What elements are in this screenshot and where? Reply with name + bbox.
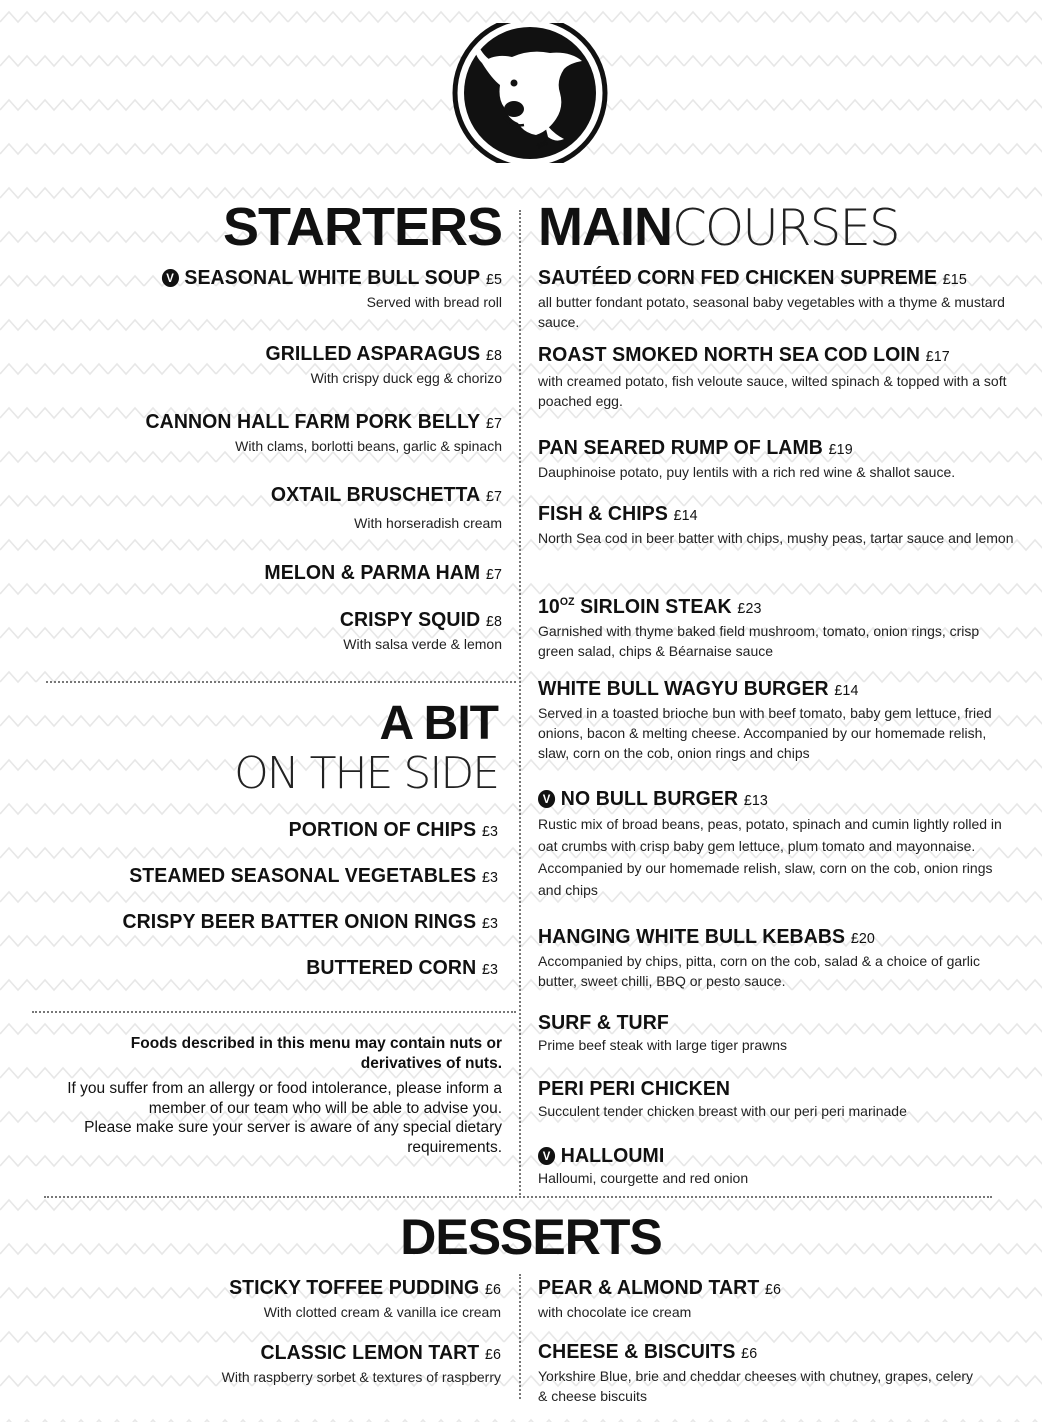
mains-title-bold: MAIN [538, 197, 672, 257]
item-description: all butter fondant potato, seasonal baby vegetables with a thyme & mustard sauce. [538, 294, 1005, 330]
item-description: Served in a toasted brioche bun with beef tomato, baby gem lettuce, fried onions, bacon & melting cheese. Accompanied by our homemade relish, slaw, corn on the cob, onion rings and chips [538, 705, 992, 761]
menu-item [40, 608, 502, 654]
item-description: Served with bread roll [366, 294, 502, 310]
item-name: CRISPY SQUID [339, 608, 481, 631]
menu-item [538, 787, 1016, 901]
item-price: £7 [485, 415, 502, 432]
item-price: £7 [485, 566, 502, 583]
item-price: £3 [481, 961, 498, 978]
menu-item [538, 1077, 1016, 1121]
vegetarian-icon: V [538, 790, 555, 808]
menu-item [538, 1276, 978, 1322]
column-divider [519, 210, 521, 1195]
item-name: SEASONAL WHITE BULL SOUP [184, 266, 481, 289]
menu-item [538, 436, 1016, 482]
item-price: £7 [485, 488, 502, 505]
menu-item [538, 677, 1016, 763]
item-name: WHITE BULL WAGYU BURGER [538, 677, 829, 700]
item-price: £8 [485, 613, 502, 630]
item-price: £8 [485, 347, 502, 364]
sides-divider [32, 1011, 516, 1013]
mains-list [538, 264, 1016, 1194]
allergy-notice [40, 1034, 502, 1163]
menu-item [40, 266, 502, 312]
item-description: With crispy duck egg & chorizo [310, 370, 502, 386]
menu-item [40, 1276, 501, 1322]
item-price: £19 [828, 441, 853, 458]
allergy-nuts-text: Foods described in this menu may contain nuts or derivatives of nuts. [130, 1035, 502, 1072]
item-name-prefix: 10 [538, 595, 560, 618]
item-name: FISH & CHIPS [538, 502, 668, 525]
item-price: £3 [481, 869, 498, 886]
vegetarian-icon: V [162, 269, 179, 287]
desserts-section [0, 1209, 1042, 1265]
menu-item [538, 502, 1016, 548]
item-description: Yorkshire Blue, brie and cheddar cheeses with chutney, grapes, celery & cheese biscuits [538, 1368, 974, 1404]
item-name: SURF & TURF [538, 1011, 669, 1034]
item-name: PAN SEARED RUMP OF LAMB [538, 436, 823, 459]
menu-item [40, 410, 502, 456]
item-name: MELON & PARMA HAM [264, 561, 481, 584]
allergy-intolerance-text: If you suffer from an allergy or food intolerance, please inform a member of our team who will be able to advise you. [67, 1080, 502, 1117]
item-price: £14 [834, 682, 859, 699]
item-description: With clams, borlotti beans, garlic & spinach [235, 438, 502, 454]
item-name: HALLOUMI [560, 1144, 665, 1167]
mains-section [538, 197, 1018, 257]
logo-badge-text: 305 [535, 139, 550, 151]
sides-title-bold: A BIT [379, 697, 498, 750]
item-description: Dauphinoise potato, puy lentils with a rich red wine & shallot sauce. [538, 464, 956, 480]
item-name: ROAST SMOKED NORTH SEA COD LOIN [538, 343, 921, 366]
item-name: SIRLOIN STEAK [580, 595, 732, 618]
item-name-sup: OZ [559, 596, 575, 608]
item-price: £20 [850, 930, 875, 947]
item-description: with creamed potato, fish veloute sauce, wilted spinach & topped with a soft poached egg. [538, 373, 1007, 409]
item-price: £6 [484, 1346, 501, 1363]
menu-item [538, 590, 1016, 661]
item-name: CRISPY BEER BATTER ONION RINGS [122, 910, 477, 933]
menu-item [538, 266, 1016, 332]
item-description: With salsa verde & lemon [343, 636, 502, 652]
item-description: North Sea cod in beer batter with chips, mushy peas, tartar sauce and lemon [538, 530, 1014, 546]
item-price: £6 [484, 1281, 501, 1298]
item-name: SAUTÉED CORN FED CHICKEN SUPREME [538, 266, 938, 289]
sides-section [40, 697, 502, 799]
item-name: PORTION OF CHIPS [288, 818, 477, 841]
item-name: BUTTERED CORN [306, 956, 477, 979]
item-name: PEAR & ALMOND TART [538, 1276, 760, 1299]
item-description: Rustic mix of broad beans, peas, potato, spinach and cumin lightly rolled in oat crumbs with crisp baby gem lettuce, plum tomato and mayonnaise. Accompanied by our homemade relish, slaw, corn on the cob, onion rings and chips [538, 816, 1002, 898]
starters-list [40, 264, 502, 664]
item-name: CHEESE & BISCUITS [538, 1340, 736, 1363]
vegetarian-icon: V [538, 1147, 555, 1165]
menu-item [538, 1340, 978, 1406]
menu-item [40, 956, 498, 982]
dessert-column-divider [519, 1274, 521, 1399]
item-name: OXTAIL BRUSCHETTA [270, 483, 481, 506]
item-price: £6 [765, 1281, 782, 1298]
menu-item [40, 910, 498, 936]
menu-item [40, 561, 502, 587]
menu-item [40, 818, 498, 844]
starters-divider [46, 681, 516, 683]
item-price: £13 [743, 792, 768, 809]
item-name: STICKY TOFFEE PUDDING [229, 1276, 480, 1299]
mains-title-thin: COURSES [671, 199, 899, 257]
item-description: With horseradish cream [354, 515, 502, 531]
item-price: £15 [942, 271, 967, 288]
item-description: Garnished with thyme baked field mushroom, tomato, onion rings, crisp green salad, chips & Béarnaise sauce [538, 623, 980, 659]
menu-item [40, 864, 498, 890]
item-price: £3 [481, 915, 498, 932]
item-name: GRILLED ASPARAGUS [265, 342, 481, 365]
item-description: Accompanied by chips, pitta, corn on the cob, salad & a choice of garlic butter, sweet chilli, BBQ or pesto sauce. [538, 953, 981, 989]
item-price: £3 [481, 823, 498, 840]
item-description: Succulent tender chicken breast with our peri peri marinade [538, 1103, 907, 1119]
starters-title: STARTERS [222, 197, 502, 257]
item-description: Halloumi, courgette and red onion [538, 1170, 749, 1186]
item-name: PERI PERI CHICKEN [538, 1077, 731, 1100]
bull-head-icon [452, 23, 608, 163]
item-description: with chocolate ice cream [538, 1304, 692, 1320]
item-price: £17 [925, 348, 950, 365]
menu-item [40, 483, 502, 533]
item-name: NO BULL BURGER [560, 787, 739, 810]
sides-title-thin: ON THE SIDE [234, 748, 498, 799]
item-price: £23 [737, 600, 762, 617]
menu-item [40, 1341, 501, 1387]
menu-item [538, 343, 1016, 411]
allergy-dietary-text: Please make sure your server is aware of any special dietary requirements. [84, 1119, 502, 1156]
item-description: Prime beef steak with large tiger prawns [538, 1037, 787, 1053]
starters-section [40, 197, 502, 257]
item-description: With raspberry sorbet & textures of raspberry [221, 1369, 501, 1385]
item-description: With clotted cream & vanilla ice cream [263, 1304, 501, 1320]
item-name: HANGING WHITE BULL KEBABS [538, 925, 846, 948]
item-name: CANNON HALL FARM PORK BELLY [145, 410, 481, 433]
item-price: £5 [485, 271, 502, 288]
menu-item [538, 1144, 1016, 1188]
item-name: CLASSIC LEMON TART [260, 1341, 480, 1364]
desserts-title: DESSERTS [400, 1209, 662, 1265]
menu-item [538, 925, 1016, 991]
item-name: STEAMED SEASONAL VEGETABLES [129, 864, 477, 887]
menu-item [40, 342, 502, 388]
item-price: £6 [741, 1345, 758, 1362]
menu-item [538, 1011, 1016, 1055]
desserts-divider [44, 1196, 992, 1198]
item-price: £14 [673, 507, 698, 524]
